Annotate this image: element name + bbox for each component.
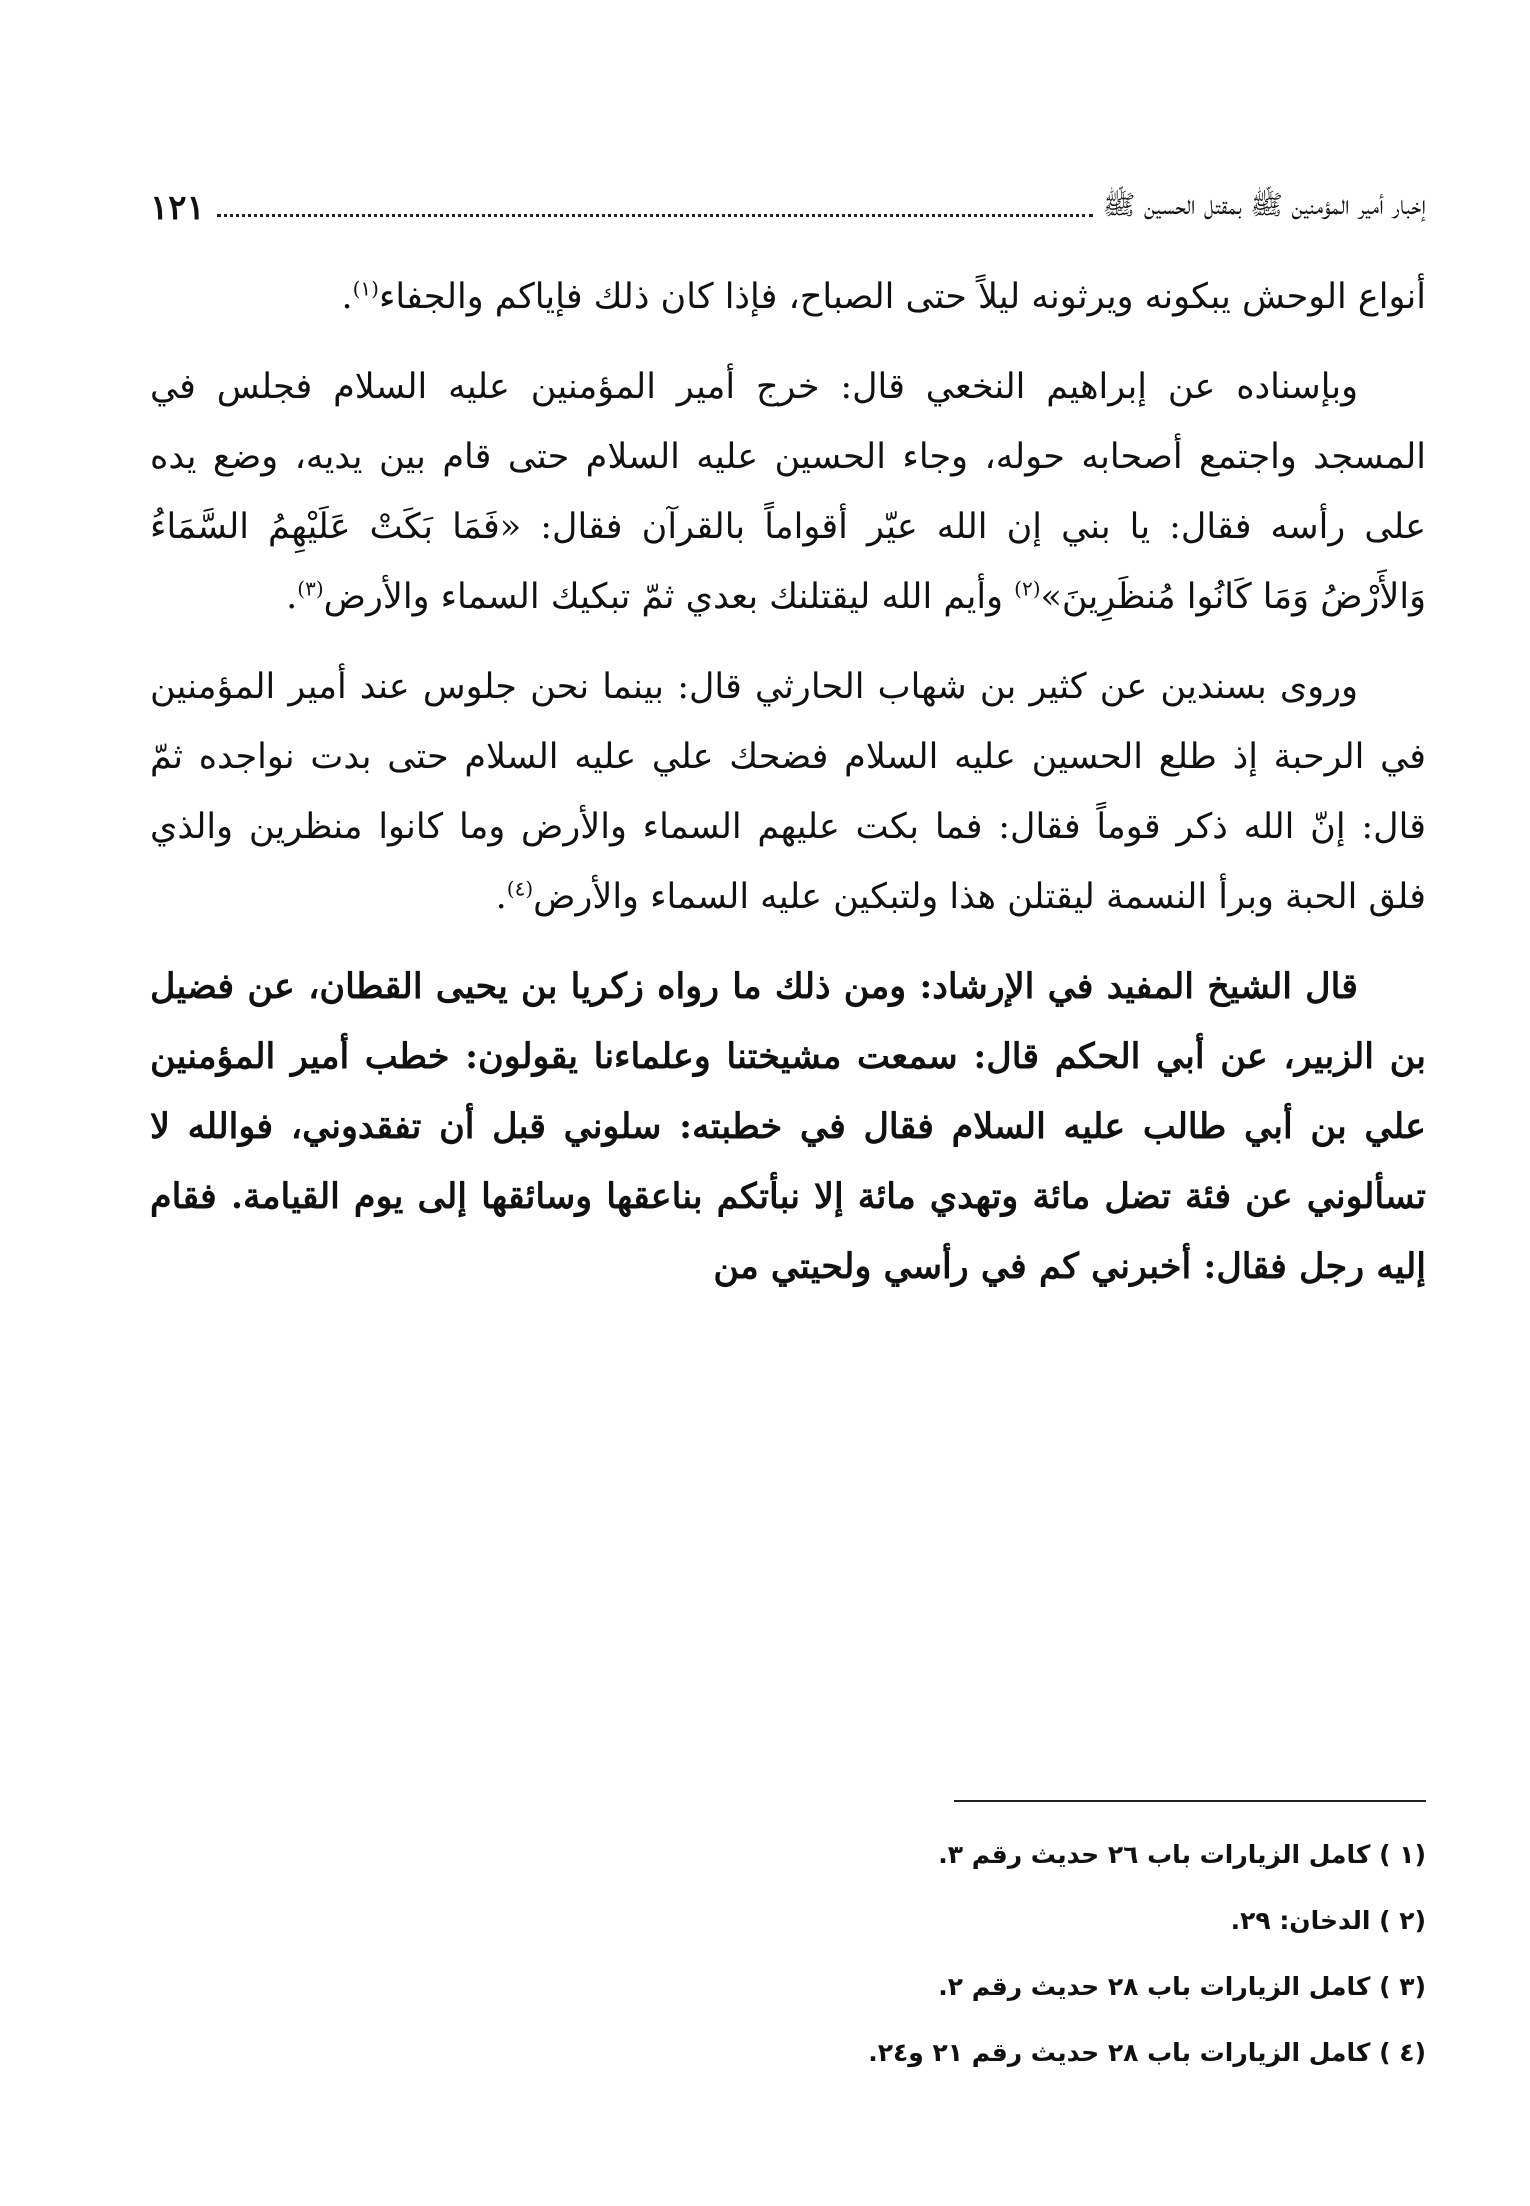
footnote-4: (٤ ) كامل الزيارات باب ٢٨ حديث رقم ٢١ و٢٤. — [868, 2038, 1426, 2067]
paragraph-2-text-a: وبإسناده عن إبراهيم النخعي قال: خرج أمير المؤمنين عليه السلام فجلس في المسجد واجتمع أصحابه حوله، وجاء الحسين عليه السلام حتى قام بين يديه، وضع يده على رأسه فقال: يا بني إن الله عيّر أقواماً بالقرآن فقال: — [150, 367, 1426, 547]
paragraph-3 — [150, 652, 1426, 932]
paragraph-4: قال الشيخ المفيد في الإرشاد: ومن ذلك ما رواه زكريا بن يحيى القطان، عن فضيل بن الزبير، عن أبي الحكم قال: سمعت مشيختنا وعلماءنا يقولون: خطب أمير المؤمنين علي بن أبي طالب عليه السلام فقال في خطبته: سلوني قبل أن تفقدوني، فوالله لا تسألوني عن فئة تضل مائة وتهدي مائة إلا نبأتكم بناعقها وسائقها إلى يوم القيامة. فقام إليه رجل فقال: أخبرني كم في رأسي ولحيتي من — [150, 966, 1426, 1287]
paragraph-1-end: . — [341, 277, 353, 317]
paragraph-2-end: . — [286, 577, 298, 617]
paragraph-2-text-b: وأيم الله ليقتلنك بعدي ثمّ تبكيك السماء والأرض — [323, 577, 1003, 617]
header-title: إخبار أمير المؤمنين ﷺ بمقتل الحسين ﷺ — [1102, 190, 1426, 221]
footnotes — [150, 1822, 1426, 2086]
paragraph-3-text: وروى بسندين عن كثير بن شهاب الحارثي قال: بينما نحن جلوس عند أمير المؤمنين في الرحبة إذ طلع الحسين عليه السلام فضحك علي عليه السلام حتى بدت نواجده ثمّ قال: إنّ الله ذكر قوماً فقال: فما بكت عليهم السماء والأرض وما كانوا منظرين والذي فلق الحبة وبرأ النسمة ليقتلن هذا ولتبكين عليه السماء والأرض — [150, 667, 1426, 917]
paragraph-2 — [150, 352, 1426, 632]
page-number: ١٢١ — [150, 188, 205, 228]
footnote-ref-4: (٤) — [506, 876, 534, 901]
running-header — [150, 178, 1426, 238]
paragraph-3-end: . — [495, 877, 507, 917]
footnote-1: (١ ) كامل الزيارات باب ٢٦ حديث رقم ٣. — [938, 1840, 1426, 1869]
footnote-separator — [954, 1800, 1426, 1802]
header-dot-leader — [217, 214, 1093, 217]
paragraph-1 — [150, 262, 1426, 332]
footnote-ref-3: (٣) — [297, 576, 324, 601]
quran-quote: «فَمَا بَكَتْ عَلَيْهِمُ السَّمَاءُ وَالأَرْضُ وَمَا كَانُوا مُنظَرِينَ» — [150, 507, 1426, 617]
footnote-ref-2: (٢) — [1014, 576, 1041, 601]
footnote-2: (٢ ) الدخان: ٢٩. — [1230, 1906, 1426, 1935]
footnote-3: (٣ ) كامل الزيارات باب ٢٨ حديث رقم ٢. — [938, 1972, 1426, 2001]
footnote-ref-1: (١) — [352, 276, 379, 301]
body-text — [150, 262, 1426, 1302]
paragraph-1-text: أنواع الوحش يبكونه ويرثونه ليلاً حتى الصباح، فإذا كان ذلك فإياكم والجفاء — [378, 277, 1426, 317]
